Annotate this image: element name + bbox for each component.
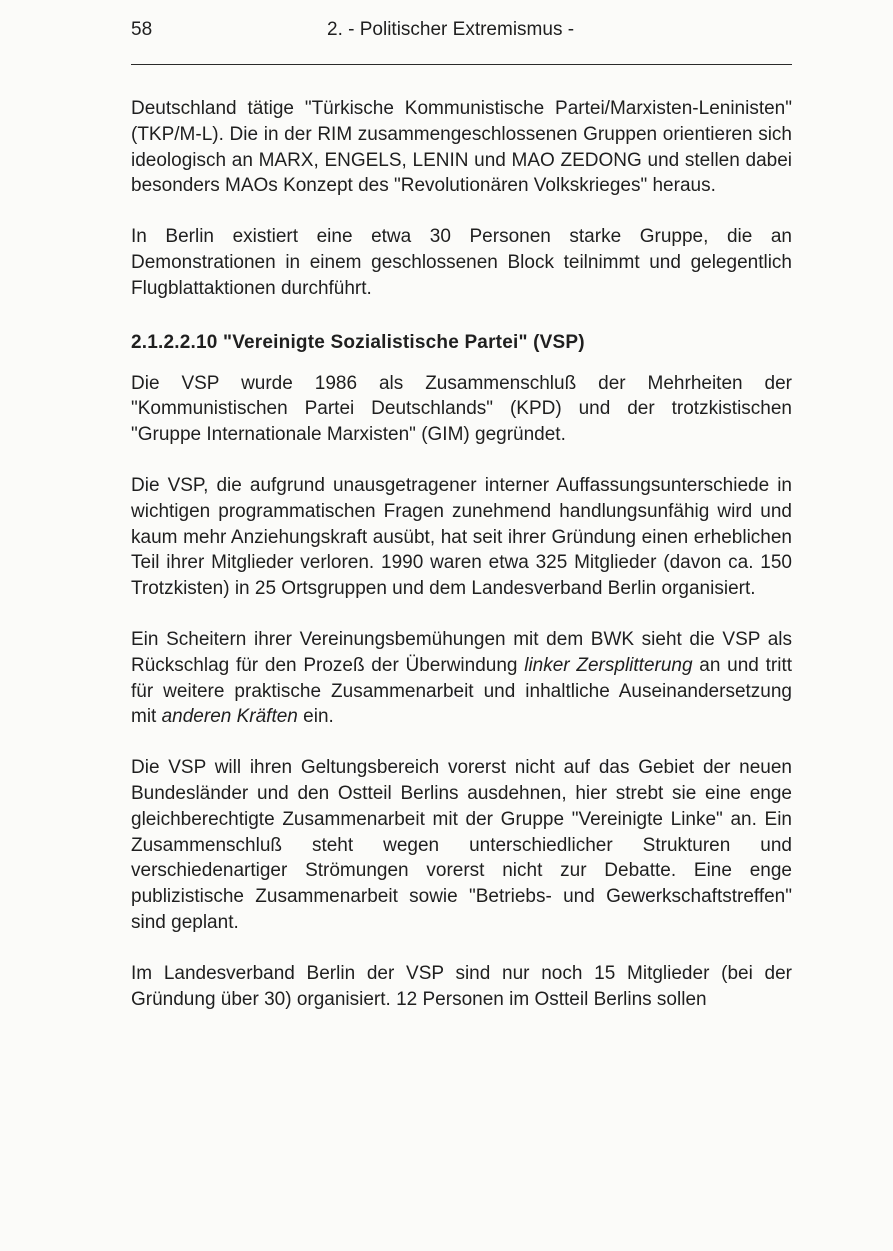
body-text (131, 96, 792, 1012)
page-header (131, 19, 792, 49)
paragraph-2: In Berlin existiert eine etwa 30 Personen starke Gruppe, die an Demonstrationen in einem geschlossenen Block teilnimmt und gelegentlich Flugblattaktionen durchführt. (131, 226, 792, 299)
section-heading: 2.1.2.2.10 "Vereinigte Sozialistische Partei" (VSP) (131, 331, 585, 353)
header-divider (131, 64, 792, 65)
page-number: 58 (131, 19, 153, 40)
paragraph-5-emphasis-1: linker Zersplitterung (524, 654, 693, 676)
paragraph-5 (131, 627, 792, 730)
paragraph-5-text-b: an und tritt für weitere praktische Zusammenarbeit und inhaltliche Auseinandersetzung mit (131, 654, 793, 728)
paragraph-5-text-c: ein. (297, 706, 334, 728)
paragraph-1: Deutschland tätige "Türkische Kommunistische Partei/Marxisten-Leninisten" (TKP/M-L). Die in der RIM zusammengeschlossenen Gruppen orientieren sich ideologisch an MARX, ENGELS, LENIN und MAO ZEDONG und stellen dabei besonders MAOs Konzept des "Revolutionären Volkskrieges" heraus. (131, 98, 792, 197)
paragraph-3: Die VSP wurde 1986 als Zusammenschluß der Mehrheiten der "Kommunistischen Partei Deutschlands" (KPD) und der trotzkistischen "Gruppe Internationale Marxisten" (GIM) gegründet. (131, 372, 792, 446)
paragraph-5-emphasis-2: anderen Kräften (161, 706, 298, 728)
paragraph-6: Die VSP will ihren Geltungsbereich vorerst nicht auf das Gebiet der neuen Bundesländer und den Ostteil Berlins ausdehnen, hier strebt sie eine enge gleichberechtigte Zusammenarbeit mit der Gruppe "Vereinigte Linke" an. Ein Zusammenschluß steht wegen unterschiedlicher Strukturen und verschiedenartiger Strömungen vorerst nicht zur Debatte. Eine enge publizistische Zusammenarbeit sowie "Betriebs- und Gewerkschaftstreffen" sind geplant. (131, 757, 792, 933)
paragraph-4: Die VSP, die aufgrund unausgetragener interner Auffassungsunterschiede in wichtigen programmatischen Fragen zunehmend handlungsunfähig wird und kaum mehr Anziehungskraft ausübt, hat seit ihrer Gründung einen erheblichen Teil ihrer Mitglieder verloren. 1990 waren etwa 325 Mitglieder (davon ca. 150 Trotzkisten) in 25 Ortsgruppen und dem Landesverband Berlin organisiert. (131, 474, 792, 600)
paragraph-7: Im Landesverband Berlin der VSP sind nur noch 15 Mitglieder (bei der Gründung über 30) organisiert. 12 Personen im Ostteil Berlins sollen (131, 962, 792, 1010)
paragraph-5-text-a: Ein Scheitern ihrer Vereinungsbemühungen mit dem BWK sieht die VSP als Rückschlag für den Prozeß der Überwindung (131, 628, 792, 676)
running-title: 2. - Politischer Extremismus - (327, 19, 575, 40)
